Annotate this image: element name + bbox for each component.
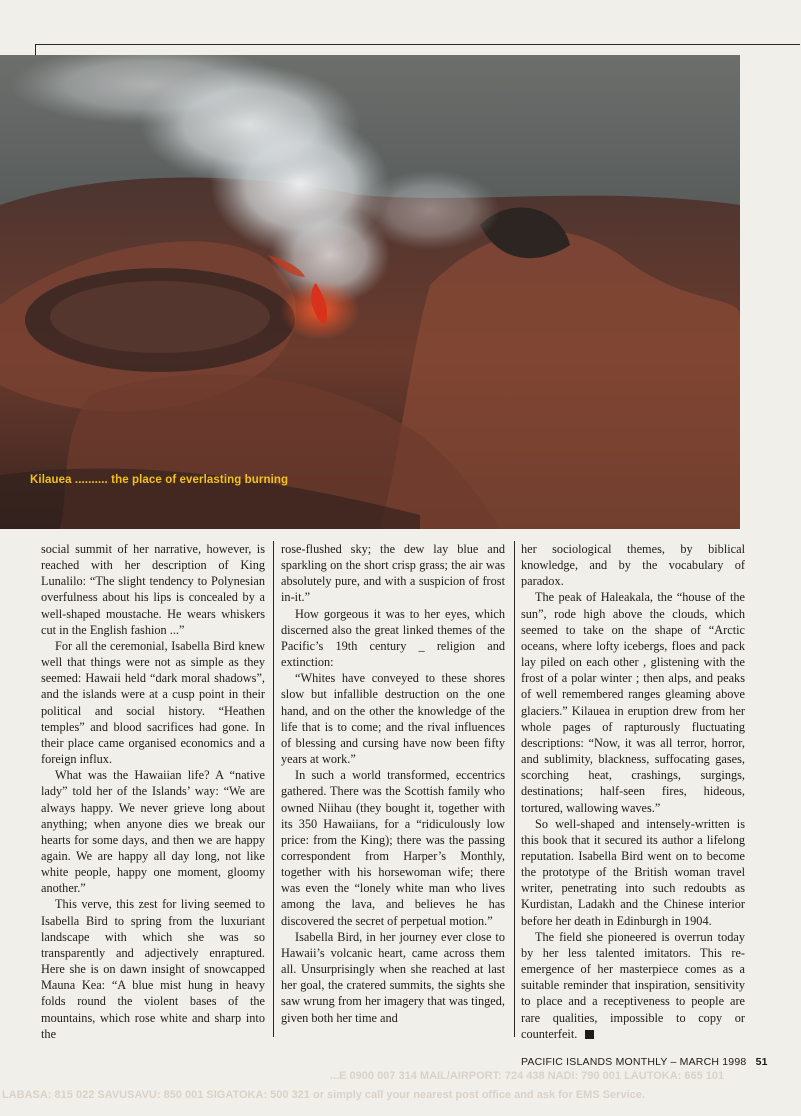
paragraph: The peak of Haleakala, the “house of the sun”, rode high above the clouds, which seemed to take on the shape of “Arctic oceans, where lofty icebergs, floes and pack lay piled on each other , glistening with the frost of a polar winter ; then alps, and peaks of well remembered ranges gleaming above glaciers.” Kilauea in eruption drew from her whole pages of rapturously fluctuating descriptions: “Now, it was all terror, horror, and sublimity, blackness, suffocating gases, scorching heat, crashings, surgings, destinations; half-seen fires, hideous, tortured, wallowing waves.”: [521, 590, 745, 815]
column-divider: [514, 541, 515, 1037]
paragraph: For all the ceremonial, Isabella Bird knew well that things were not as simple as they seemed: Hawaii held “dark moral shadows”, and the islands were at a cusp point in their political and social history. “Heathen temples” and blood sacrifices had gone. In their place came organised economics and a foreign influx.: [41, 638, 265, 767]
paragraph: her sociological themes, by biblical knowledge, and by the vocabulary of paradox.: [521, 542, 745, 589]
paragraph: This verve, this zest for living seemed to Isabella Bird to spring from the luxuriant landscape with which she was so transparently and adjectively enraptured. Here she is on dawn insight of snowcapped Mauna Kea: “A blue mist hung in heavy folds round the violent bases of the mountains, which rose white and sharp into the: [41, 897, 265, 1041]
end-of-article-mark: [585, 1030, 594, 1039]
running-title: PACIFIC ISLANDS MONTHLY – MARCH 1998: [521, 1056, 747, 1068]
volcano-image: [0, 55, 740, 529]
page-number: 51: [755, 1056, 768, 1068]
paragraph: rose-flushed sky; the dew lay blue and sparkling on the short crisp grass; the air was absolutely pure, and with a suspicion of frost in-it.”: [281, 542, 505, 605]
paragraph: How gorgeous it was to her eyes, which discerned also the great linked themes of the Pacific’s 19th century _ religion and extinction:: [281, 606, 505, 670]
paragraph: So well-shaped and intensely-written is this book that it secured its author a lifelong reputation. Isabella Bird went on to become the prototype of the British woman travel writer, penetrating into such redoubts as Kurdistan, Ladakh and the Chinese interior before her death in Edinburgh in 1904.: [521, 816, 745, 928]
paragraph: “Whites have conveyed to these shores slow but infallible destruction on the one hand, and on the other the knowledge of the life that is to come; and the rival influences of blessing and cursing have now been fifty years at work.”: [281, 671, 505, 767]
bleed-line: LABASA: 815 022 SAVUSAVU: 850 001 SIGATOKA: 500 321 or simply call your nearest post office and ask for EMS Service.: [2, 1089, 645, 1101]
paragraph-text: The field she pioneered is overrun today by her less talented imitators. This re-emergence of her masterpiece comes as a suitable reminder that inspiration, sensitivity to place and a receptiveness to people are rare qualities, impossible to copy or counterfeit.: [521, 929, 745, 1041]
article-column-2: [281, 541, 505, 1026]
paragraph: social summit of her narrative, however, is reached with her description of King Lunalilo: “The slight tendency to Polynesian overfulness about his lips is concealed by a well-shaped moustache. He wears whiskers cut in the English fashion ...”: [41, 542, 265, 637]
photo-caption: Kilauea .......... the place of everlasting burning: [30, 474, 289, 486]
header-rule: [35, 44, 800, 45]
bleed-line: ...E 0900 007 314 MAIL/AIRPORT: 724 438 NADI: 790 001 LAUTOKA: 665 101: [330, 1070, 725, 1082]
bleed-through-text: [0, 1067, 801, 1115]
paragraph: What was the Hawaiian life? A “native lady” told her of the Islands’ way: “We are always happy. We never grieve long about anything; when anyone dies we break our hearts for some days, and then we are happy again. We are happy all day long, not like white people, happy one moment, gloomy another.”: [41, 768, 265, 896]
paragraph: [521, 929, 745, 1042]
kilauea-photo: [0, 55, 740, 529]
paragraph: In such a world transformed, eccentrics gathered. There was the Scottish family who owned Niihau (they bought it, together with its 350 Hawaiians, for a “ridiculously low price: from the King); there was the passing correspondent from Harper’s Monthly, together with his horsewoman wife; there was even the “lonely white man who lives among the lava, and believes he has discovered the secret of perpetual motion.”: [281, 768, 505, 928]
paragraph: Isabella Bird, in her journey ever close to Hawaii’s volcanic heart, came across them all. Unsurprisingly when she reached at last her goal, the cratered summits, the sights she saw wrung from her imagery that was tinged, given both her time and: [281, 929, 505, 1025]
article-column-3: [521, 541, 745, 1042]
column-divider: [273, 541, 274, 1037]
article-column-1: [41, 541, 265, 1042]
